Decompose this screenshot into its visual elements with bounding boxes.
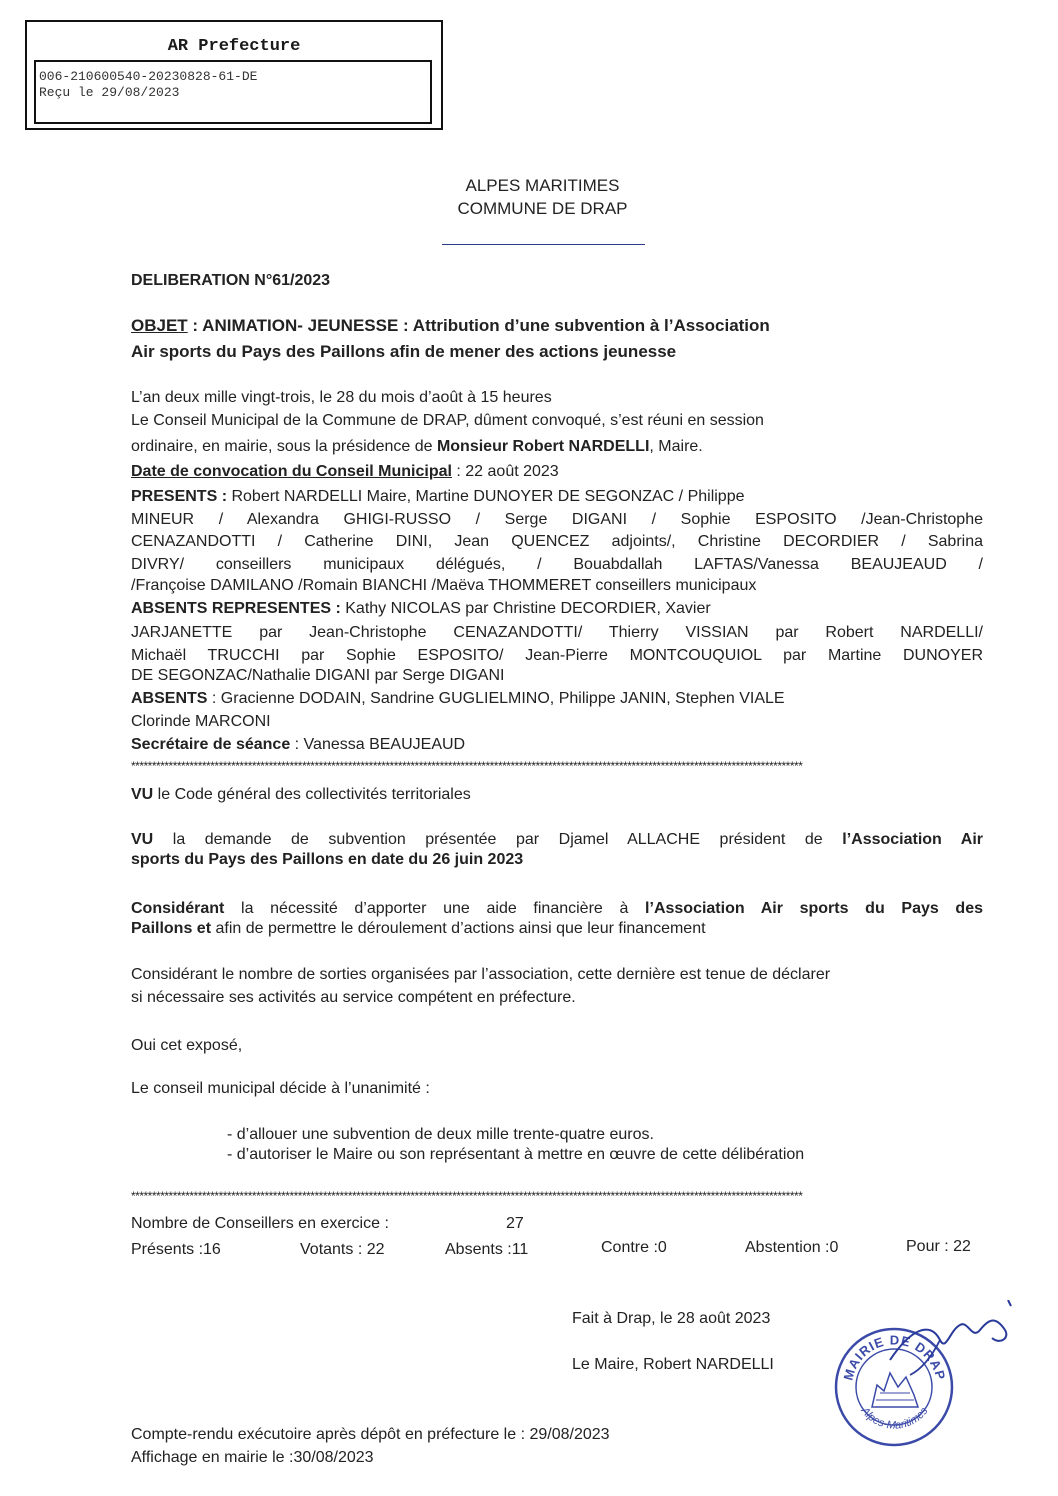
- intro-line-3-end: , Maire.: [649, 438, 703, 455]
- header-department: ALPES MARITIMES: [465, 176, 620, 195]
- document-header: [340, 174, 745, 220]
- considerant-1-association: l’Association Air sports du Pays des: [645, 900, 984, 917]
- seal-bottom-text: Alpes-Maritimes: [858, 1405, 931, 1432]
- convocation-label: Date de convocation du Conseil Municipal: [131, 463, 452, 480]
- ar-stamp-reference: 006-210600540-20230828-61-DE: [39, 69, 258, 84]
- presents-line-1: [131, 488, 745, 506]
- ar-stamp-details: [34, 60, 432, 124]
- considerant-2-line-2: si nécessaire ses activités au service compétent en préfecture.: [131, 989, 576, 1006]
- presents-line-4: DIVRY/ conseillers municipaux délégués, / Bouabdallah LAFTAS/Vanessa BEAUJEAUD /: [131, 556, 983, 573]
- absents-representes-text-1: Kathy NICOLAS par Christine DECORDIER, Xavier: [340, 600, 711, 617]
- intro-line-3: [131, 438, 703, 456]
- conseillers-exercice-label: Nombre de Conseillers en exercice :: [131, 1215, 389, 1232]
- president-name: Monsieur Robert NARDELLI: [436, 438, 650, 455]
- vote-contre: Contre :0: [601, 1239, 667, 1256]
- considerant-1-association-end: Paillons et: [131, 920, 212, 937]
- absents-representes-line-3: Michaël TRUCCHI par Sophie ESPOSITO/ Jean-Pierre MONTCOUQUIOL par Martine DUNOYER: [131, 647, 983, 664]
- absents-text-1: : Gracienne DODAIN, Sandrine GUGLIELMINO, Philippe JANIN, Stephen VIALE: [207, 690, 785, 707]
- le-maire-signature: Le Maire, Robert NARDELLI: [572, 1356, 774, 1373]
- footer-affichage: Affichage en mairie le :30/08/2023: [131, 1449, 374, 1466]
- presents-line-3: CENAZANDOTTI / Catherine DINI, Jean QUENCEZ adjoints/, Christine DECORDIER / Sabrina: [131, 533, 983, 550]
- ar-stamp-title: AR Prefecture: [167, 37, 301, 56]
- header-commune: COMMUNE DE DRAP: [457, 199, 628, 218]
- absents-label: ABSENTS: [131, 690, 208, 707]
- considerant-1-text: la nécessité d’apporter une aide financière à: [224, 900, 646, 917]
- objet-line-2: Air sports du Pays des Paillons afin de mener des actions jeunesse: [131, 342, 677, 361]
- intro-line-1: L’an deux mille vingt-trois, le 28 du mois d’août à 15 heures: [131, 389, 552, 406]
- considerant-1-line-1: [131, 898, 983, 919]
- vu-demande-label: VU: [131, 831, 154, 848]
- mayor-handwritten-signature: [880, 1300, 1020, 1380]
- considerant-1-text-end: afin de permettre le déroulement d’actions ainsi que leur financement: [211, 920, 706, 937]
- separator-bottom: *****************************************************************************************************************************************************************: [131, 1190, 803, 1202]
- objet-title-part-1: : ANIMATION- JEUNESSE : Attribution d’une subvention à l’Association: [187, 316, 770, 335]
- intro-line-2: Le Conseil Municipal de la Commune de DRAP, dûment convoqué, s’est réuni en session: [131, 412, 764, 429]
- vu-code-label: VU: [131, 786, 154, 803]
- secretaire-name: : Vanessa BEAUJEAUD: [290, 736, 466, 753]
- svg-text:Alpes-Maritimes: [858, 1404, 931, 1432]
- considerant-1-line-2: [131, 920, 706, 938]
- vu-demande-text: la demande de subvention présentée par Djamel ALLACHE président de: [153, 831, 843, 848]
- presents-line-2: MINEUR / Alexandra GHIGI-RUSSO / Serge DIGANI / Sophie ESPOSITO /Jean-Christophe: [131, 511, 983, 528]
- ar-stamp-received-date: Reçu le 29/08/2023: [39, 85, 180, 100]
- presents-line-5: /Françoise DAMILANO /Romain BIANCHI /Maëva THOMMERET conseillers municipaux: [131, 577, 757, 594]
- considerant-2-line-1: Considérant le nombre de sorties organisées par l’association, cette dernière est tenue de déclarer: [131, 966, 831, 983]
- absents-line-1: [131, 690, 785, 708]
- footer-executoire: Compte-rendu exécutoire après dépôt en préfecture le : 29/08/2023: [131, 1426, 610, 1443]
- deliberation-number: DELIBERATION N°61/2023: [131, 272, 331, 289]
- vu-code-text: le Code général des collectivités territoriales: [153, 786, 471, 803]
- presents-label: PRESENTS :: [131, 488, 228, 505]
- convocation-line: [131, 463, 559, 481]
- oui-cet-expose: Oui cet exposé,: [131, 1037, 243, 1054]
- secretaire-line: [131, 736, 465, 754]
- decision-item-2: - d’autoriser le Maire ou son représentant à mettre en œuvre de cette délibération: [227, 1146, 805, 1163]
- considerant-1-label: Considérant: [131, 900, 225, 917]
- decision-item-1: - d’allouer une subvention de deux mille trente-quatre euros.: [227, 1126, 654, 1143]
- vu-demande-line-1: [131, 829, 983, 850]
- presents-text-1: Robert NARDELLI Maire, Martine DUNOYER DE SEGONZAC / Philippe: [227, 488, 745, 505]
- secretaire-label: Secrétaire de séance: [131, 736, 291, 753]
- intro-line-3-start: ordinaire, en mairie, sous la présidence de: [131, 438, 437, 455]
- absents-representes-label: ABSENTS REPRESENTES :: [131, 600, 341, 617]
- objet-label: OBJET: [131, 316, 188, 335]
- fait-a-drap: Fait à Drap, le 28 août 2023: [572, 1310, 771, 1327]
- vote-absents: Absents :11: [445, 1241, 529, 1258]
- ar-prefecture-stamp: [25, 20, 443, 130]
- seal-top-text: MAIRIE DE DRAP: [840, 1332, 949, 1382]
- vote-presents: Présents :16: [131, 1241, 221, 1258]
- vote-pour: Pour : 22: [906, 1238, 971, 1255]
- absents-representes-line-4: DE SEGONZAC/Nathalie DIGANI par Serge DIGANI: [131, 667, 505, 684]
- vu-demande-association: l’Association Air: [842, 831, 983, 848]
- header-divider: [442, 244, 645, 245]
- decision-intro: Le conseil municipal décide à l’unanimité :: [131, 1080, 430, 1097]
- conseillers-exercice-value: 27: [506, 1215, 524, 1232]
- absents-representes-line-2: JARJANETTE par Jean-Christophe CENAZANDOTTI/ Thierry VISSIAN par Robert NARDELLI/: [131, 624, 983, 641]
- absents-representes-line-1: [131, 600, 711, 618]
- objet-line-1: [131, 316, 770, 336]
- vote-abstention: Abstention :0: [745, 1239, 839, 1256]
- vu-demande-line-2: sports du Pays des Paillons en date du 26 juin 2023: [131, 851, 524, 868]
- separator-top: *****************************************************************************************************************************************************************: [131, 760, 803, 772]
- vu-code: [131, 786, 471, 804]
- absents-line-2: Clorinde MARCONI: [131, 713, 271, 730]
- convocation-date: : 22 août 2023: [451, 463, 559, 480]
- vote-votants: Votants : 22: [300, 1241, 385, 1258]
